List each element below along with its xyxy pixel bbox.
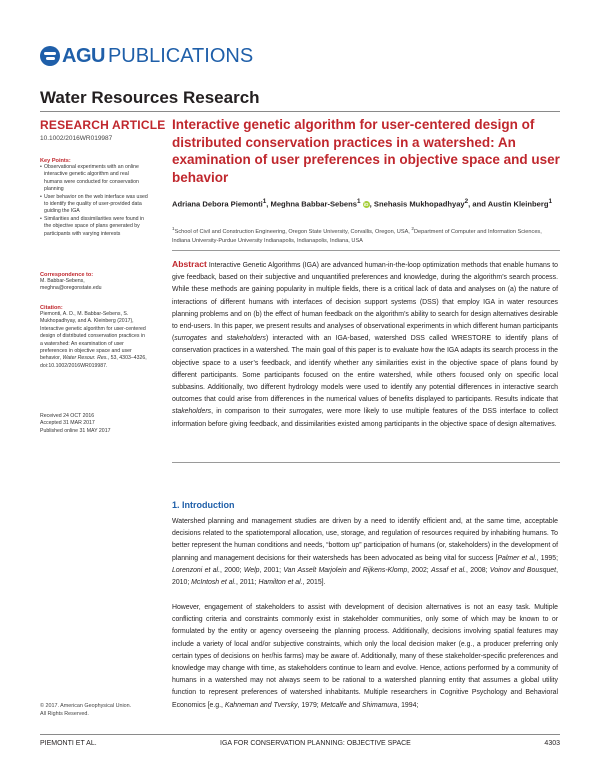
- abstract-bottom-rule: [172, 462, 560, 463]
- abstract: Abstract Interactive Genetic Algorithms (IGA) are advanced human-in-the-loop optimization methods that enable humans to give feedback, based on their subjective and unquantified preferences and knowledge, during the algorithm’s search process. While these methods are gaining popularity in multiple fields, there is a critical lack of data and analyses on (a) the nature of interactions of different humans with interfaces of decision support systems (DSS) that employ IGA in water resources planning problems and on (b) the effect of human feedback on the algorithm’s ability to search for design alternatives desirable to end-users. In this paper, we present results and analyses of observational experiments in which different human participants (surrogates and stakeholders) interacted with an IGA-based, watershed DSS called WRESTORE to identify plans of conservation practices in a watershed. The main goal of this paper is to evaluate how the IGA adapts its search process in the objective space to a user’s feedback, and identify whether any similarities exist in the objective space of plans found by different participants. Some participants focused on the entire watershed, while others focused only on specific local subbasins. Additionally, two different hydrology models were used to identify any potential differences in interactive search outcomes that could arise from differences in the numerical values of benefits displayed to participants. Results indicate that stakeholders, in comparison to their surrogates, were more likely to use multiple features of the DSS interface to collect information before giving feedback, and dissimilarities existed among participants in the objective space of design alternatives.: [172, 259, 558, 428]
- footer-authors: PIEMONTI ET AL.: [40, 740, 97, 747]
- affiliations: $^1$School of Civil and Construction Engineering, Oregon State University, Corvallis, Oregon, USA, $^2$Department of Computer and Information Sciences, Indiana University-Purdue University Indianapolis, Indianapolis, Indiana, USA: [172, 226, 542, 245]
- article-title: Interactive genetic algorithm for user-centered design of distributed conservation practices in a watershed: An examination of user preferences in objective space and user behavior: [172, 117, 560, 185]
- page-number: 4303: [544, 740, 560, 747]
- key-points: [40, 158, 148, 238]
- copyright: © 2017. American Geophysical Union. All Rights Reserved.: [40, 703, 132, 717]
- citation-text: Piemonti, A. D., M. Babbar-Sebens, S. Mukhopadhyay, and A. Kleinberg (2017), Interactive genetic algorithm for user-centered design of distributed conservation practices in a watershed: An examination of user preferences in objective space and user behavior, Water Resour. Res., 53, 4303–4326, doi:10.1002/2016WR019987.: [40, 311, 147, 369]
- correspondence-name: M. Babbar-Sebens,: [40, 278, 85, 284]
- article-dates: [40, 413, 148, 435]
- section-heading-introduction: 1. Introduction: [172, 500, 235, 510]
- doi[interactable]: 10.1002/2016WR019987: [40, 135, 113, 142]
- author-name: Adriana Debora Piemonti: [172, 199, 263, 209]
- received-date: Received 24 OCT 2016: [40, 413, 95, 419]
- citation-heading: Citation:: [40, 305, 63, 311]
- logo-agu-text: AGU: [62, 44, 105, 67]
- key-points-list: [40, 164, 148, 238]
- key-point-item: • Observational experiments with an online interactive genetic algorithm and real humans were conducted for conservation planning: [40, 164, 148, 194]
- article-type: RESEARCH ARTICLE: [40, 118, 166, 132]
- key-point-item: • Similarities and dissimilarities were found in the objective space of plans generated by participants with varying interests: [40, 216, 148, 238]
- abstract-top-rule: [172, 250, 560, 251]
- key-points-heading: Key Points:: [40, 158, 71, 164]
- intro-paragraph-1: Watershed planning and management studies are driven by a need to identify efficient and, at the same time, acceptable decisions related to the spatiotemporal allocation, use, storage, and regulation of resources required by inhabiting humans. To better represent the human conditions and needs, “bottom up” participation of humans (or, stakeholders) in the development of planning and management decisions for their watersheds has been advocated as being vital for success [Palmer et al., 1995; Lorenzoni et al., 2000; Welp, 2001; Van Asselt Marjolein and Rijkens-Klomp, 2002; Assaf et al., 2008; Voinov and Bousquet, 2010; McIntosh et al., 2011; Hamilton et al., 2015].: [172, 518, 559, 587]
- agu-logo: [40, 44, 253, 68]
- author-name: Austin Kleinberg: [487, 199, 549, 209]
- key-point-item: • User behavior on the web interface was used to identify the quality of user-provided data guiding the IGA: [40, 194, 148, 216]
- published-date: Published online 31 MAY 2017: [40, 427, 111, 434]
- intro-paragraph-2: However, engagement of stakeholders to assist with development of decision alternatives is not an easy task. Multiple conflicting criteria and constraints commonly exist in stakeholder communities, only some of which may be known to or formulated by the entity or agency overseeing the planning process. Additionally, decisions involving spatial features may include a variety of local and/or subjective constraints, which only the local decision maker (e.g., a producer preferring only certain types of decisions on her/his farms) may be aware of. Additionally, many of these stakeholder-specific preferences and knowledge may change with time, as stakeholders continue to learn and evolve. Hence, actions performed by a community of humans in a watershed may not always seem to be rational to a watershed planning entity that assumes a global utility function to represent preferences of watershed inhabitants. Multiple researchers in Cognitive Psychology and Behavioral Economics [e.g., Kahneman and Tversky, 1979; Metcalfe and Shimamura, 1994;: [172, 604, 558, 709]
- orcid-icon[interactable]: iD: [363, 201, 369, 207]
- author-name: Meghna Babbar-Sebens: [270, 199, 358, 209]
- author-name: Snehasis Mukhopadhyay: [373, 199, 465, 209]
- correspondence-email[interactable]: meghna@oregonstate.edu: [40, 285, 102, 292]
- correspondence-heading: Correspondence to:: [40, 272, 94, 278]
- author-list: Adriana Debora Piemonti$^1$, Meghna Babbar-Sebens$^1$ iD, Snehasis Mukhopadhyay$^2$, and Austin Kleinberg$^1$: [172, 198, 553, 209]
- logo-publications-text: PUBLICATIONS: [107, 44, 254, 67]
- agu-globe-icon: [40, 46, 60, 66]
- footer-running-title: IGA FOR CONSERVATION PLANNING: OBJECTIVE SPACE: [220, 740, 411, 747]
- citation: [40, 305, 148, 370]
- footer-divider: [40, 734, 560, 735]
- accepted-date: Accepted 31 MAR 2017: [40, 420, 95, 427]
- abstract-heading: Abstract: [172, 259, 207, 269]
- header-divider: [40, 111, 560, 112]
- journal-name: Water Resources Research: [40, 88, 260, 107]
- correspondence: [40, 272, 148, 293]
